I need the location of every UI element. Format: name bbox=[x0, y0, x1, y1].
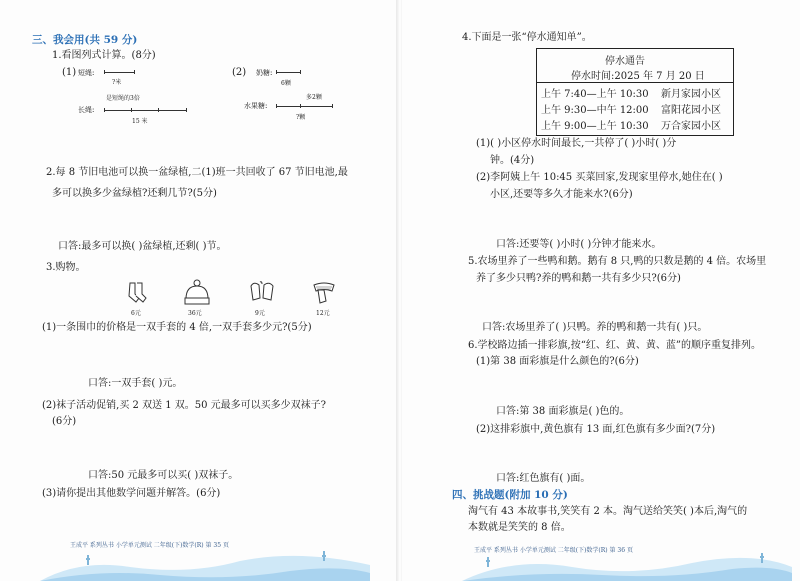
q4-sub2-l1: (2)李阿姨上午 10:45 买菜回家,发现家里停水,她住在( ) bbox=[476, 172, 723, 183]
tick bbox=[276, 104, 277, 108]
price-scarf: 12元 bbox=[316, 310, 330, 317]
challenge-line1: 淘气有 43 本故事书,笑笑有 2 本。淘气送给笑笑( )本后,淘气的 bbox=[468, 506, 748, 517]
q4-answer: 口答:还要等( )小时( )分钟才能来水。 bbox=[496, 239, 662, 250]
water-notice bbox=[536, 48, 734, 136]
q3-sub3: (3)请你提出其他数学问题并解答。(6分) bbox=[42, 488, 221, 499]
short-rope-label: 短绳: bbox=[78, 69, 95, 77]
left-page bbox=[0, 0, 398, 581]
notice-time: 停水时间:2025 年 7 月 20 日 bbox=[571, 71, 705, 82]
q6-line1: 6.学校路边插一排彩旗,按“红、红、黄、黄、蓝”的顺序重复排列。 bbox=[468, 340, 761, 351]
short-rope-bar bbox=[104, 72, 134, 73]
challenge-line2: 本数就是笑笑的 8 倍。 bbox=[468, 522, 571, 533]
short-rope-q: ?米 bbox=[112, 79, 122, 86]
q3-sub1: (1)一条围巾的价格是一双手套的 4 倍,一双手套多少元?(5分) bbox=[42, 322, 312, 333]
q5-line1: 5.农场里养了一些鸭和鹅。鹅有 8 只,鸭的只数是鹅的 4 倍。农场里 bbox=[468, 256, 767, 267]
q6-sub2: (2)这排彩旗中,黄色旗有 13 面,红色旗有多少面?(7分) bbox=[476, 424, 716, 435]
more-text: 多2颗 bbox=[306, 94, 322, 101]
q6-ans2: 口答:红色旗有( )面。 bbox=[496, 473, 591, 484]
tick bbox=[332, 104, 333, 108]
fig1-label: (1) bbox=[62, 67, 77, 78]
q4-sub2-l2: 小区,还要等多久才能来水?(6分) bbox=[490, 189, 633, 200]
notice-title: 停水通告 bbox=[605, 56, 645, 67]
section-title-3: 三、我会用(共 59 分) bbox=[32, 34, 138, 46]
q6-ans1: 口答:第 38 面彩旗是( )色的。 bbox=[496, 406, 630, 417]
q6-sub1: (1)第 38 面彩旗是什么颜色的?(6分) bbox=[476, 356, 639, 367]
milk-candy-label: 奶糖: bbox=[256, 69, 273, 77]
long-rope-label: 长绳: bbox=[78, 106, 95, 114]
scarf-icon bbox=[310, 279, 338, 307]
tick bbox=[104, 108, 105, 112]
long-rope-len: 15 米 bbox=[132, 118, 148, 125]
milk-candy-n: 6颗 bbox=[281, 80, 291, 87]
notice-row-1-time: 上午 7:40—上午 10:30 bbox=[541, 89, 649, 100]
price-socks: 6元 bbox=[131, 310, 141, 317]
q4-sub1-l1: (1)( )小区停水时间最长,一共停了( )小时( )分 bbox=[476, 138, 677, 149]
footer-left: 王成平 系列丛书 小学单元测试 二年级(下)数学(R) 第 35 页 bbox=[70, 542, 229, 549]
notice-divider bbox=[537, 82, 733, 83]
fruit-candy-q: ?颗 bbox=[296, 114, 306, 121]
q5-answer: 口答:农场里养了( )只鸭。养的鸭和鹅一共有( )只。 bbox=[482, 322, 708, 333]
footer-decoration bbox=[40, 545, 370, 581]
notice-row-3-place: 万合家园小区 bbox=[661, 121, 721, 132]
q3-ans2: 口答:50 元最多可以买( )双袜子。 bbox=[88, 470, 239, 481]
times-text: 是短绳的3倍 bbox=[106, 95, 140, 102]
hat-icon bbox=[182, 279, 212, 307]
tick bbox=[104, 70, 105, 74]
fig2-label: (2) bbox=[232, 67, 247, 78]
price-hat: 36元 bbox=[188, 310, 202, 317]
q4-title: 4.下面是一张“停水通知单”。 bbox=[462, 32, 592, 43]
q2-answer: 口答:最多可以换( )盆绿植,还剩( )节。 bbox=[58, 241, 227, 252]
section-title-4: 四、挑战题(附加 10 分) bbox=[452, 489, 568, 501]
notice-row-3-time: 上午 9:00—上午 10:30 bbox=[541, 121, 649, 132]
tick bbox=[134, 70, 135, 74]
tick bbox=[276, 70, 277, 74]
fruit-candy-label: 水果糖: bbox=[244, 102, 268, 110]
q5-line2: 养了多少只鸭?养的鸭和鹅一共有多少只?(6分) bbox=[476, 273, 681, 284]
q1-title: 1.看图列式计算。(8分) bbox=[52, 50, 156, 61]
tick bbox=[300, 70, 301, 74]
price-gloves: 9元 bbox=[255, 310, 265, 317]
notice-row-2-place: 富阳花园小区 bbox=[661, 105, 721, 116]
right-page bbox=[402, 0, 800, 581]
tick bbox=[158, 108, 159, 112]
tick bbox=[131, 108, 132, 112]
tick bbox=[186, 108, 187, 112]
q4-sub1-l2: 钟。(4分) bbox=[490, 155, 535, 166]
gloves-icon bbox=[248, 280, 276, 306]
notice-row-1-place: 新月家园小区 bbox=[661, 89, 721, 100]
q2-line1: 2.每 8 节旧电池可以换一盆绿植,二(1)班一共回收了 67 节旧电池,最 bbox=[46, 167, 348, 178]
fruit-candy-bar bbox=[276, 106, 332, 107]
footer-right: 王成平 系列丛书 小学单元测试 二年级(下)数学(R) 第 36 页 bbox=[474, 547, 633, 554]
notice-row-2-time: 上午 9:30—中午 12:00 bbox=[541, 105, 649, 116]
q3-title: 3.购物。 bbox=[46, 262, 86, 273]
q3-sub2-l2: (6分) bbox=[52, 416, 77, 427]
q3-sub2-l1: (2)袜子活动促销,买 2 双送 1 双。50 元最多可以买多少双袜子? bbox=[42, 400, 327, 411]
q2-line2: 多可以换多少盆绿植?还剩几节?(5分) bbox=[52, 188, 217, 199]
tick bbox=[300, 104, 301, 108]
socks-icon bbox=[124, 280, 150, 306]
milk-candy-bar bbox=[276, 72, 300, 73]
long-rope-bar bbox=[104, 110, 186, 111]
q3-ans1: 口答:一双手套( )元。 bbox=[88, 378, 183, 389]
